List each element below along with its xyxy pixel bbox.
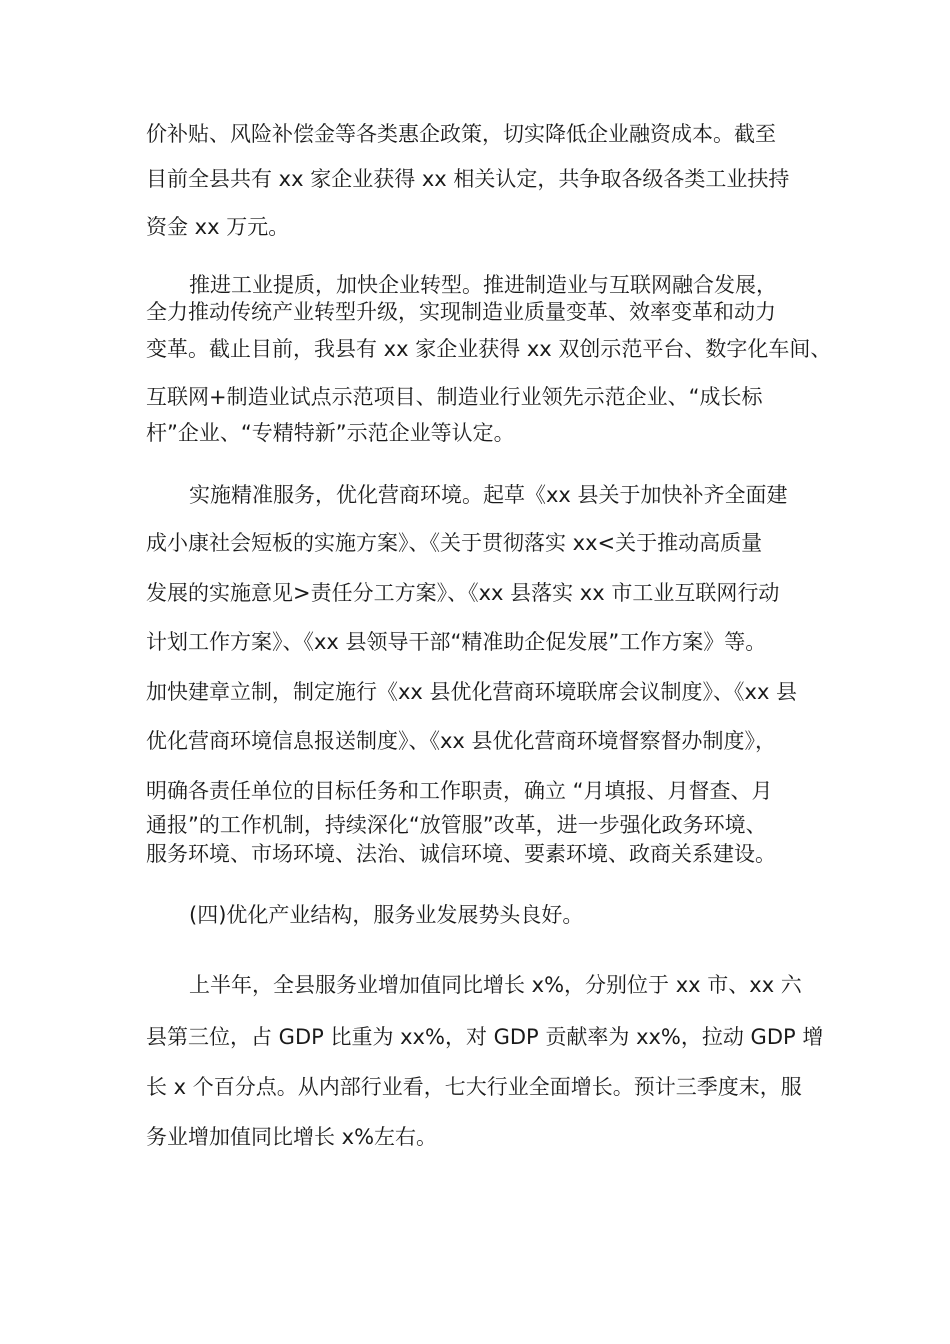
text-line: 长 x 个百分点。从内部行业看，七大行业全面增长。预计三季度末，服: [146, 1075, 802, 1099]
text-line: 加快建章立制，制定施行《xx 县优化营商环境联席会议制度》、《xx 县: [146, 680, 798, 704]
text-line: 上半年，全县服务业增加值同比增长 x%，分别位于 xx 市、xx 六: [189, 973, 802, 997]
text-line: 杆”企业、“专精特新”示范企业等认定。: [146, 421, 515, 445]
text-line: 通报”的工作机制，持续深化“放管服”改革，进一步强化政务环境、: [146, 813, 767, 837]
text-line: 全力推动传统产业转型升级，实现制造业质量变革、效率变革和动力: [146, 300, 776, 324]
text-line: 变革。截止目前，我县有 xx 家企业获得 xx 双创示范平台、数字化车间、: [146, 337, 832, 361]
text-line: 推进工业提质，加快企业转型。推进制造业与互联网融合发展，: [189, 273, 777, 297]
text-line: 目前全县共有 xx 家企业获得 xx 相关认定，共争取各级各类工业扶持: [146, 167, 790, 191]
text-line: 互联网+制造业试点示范项目、制造业行业领先示范企业、“成长标: [146, 385, 763, 409]
text-line: 县第三位，占 GDP 比重为 xx%，对 GDP 贡献率为 xx%，拉动 GDP 增: [146, 1025, 824, 1049]
text-line: 价补贴、风险补偿金等各类惠企政策，切实降低企业融资成本。截至: [146, 122, 776, 146]
text-line: 实施精准服务，优化营商环境。起草《xx 县关于加快补齐全面建: [189, 483, 788, 507]
text-line: 资金 xx 万元。: [146, 215, 290, 239]
text-line: 成小康社会短板的实施方案》、《关于贯彻落实 xx<关于推动高质量: [146, 531, 763, 555]
text-line: 计划工作方案》、《xx 县领导干部“精准助企促发展”工作方案》等。: [146, 630, 767, 654]
section-heading: (四)优化产业结构，服务业发展势头良好。: [189, 903, 584, 927]
text-line: 服务环境、市场环境、法治、诚信环境、要素环境、政商关系建设。: [146, 842, 776, 866]
text-line: 发展的实施意见>责任分工方案》、《xx 县落实 xx 市工业互联网行动: [146, 581, 780, 605]
text-line: 优化营商环境信息报送制度》、《xx 县优化营商环境督察督办制度》，: [146, 729, 777, 753]
text-line: 明确各责任单位的目标任务和工作职责，确立 “月填报、月督查、月: [146, 779, 773, 803]
text-line: 务业增加值同比增长 x%左右。: [146, 1125, 438, 1149]
